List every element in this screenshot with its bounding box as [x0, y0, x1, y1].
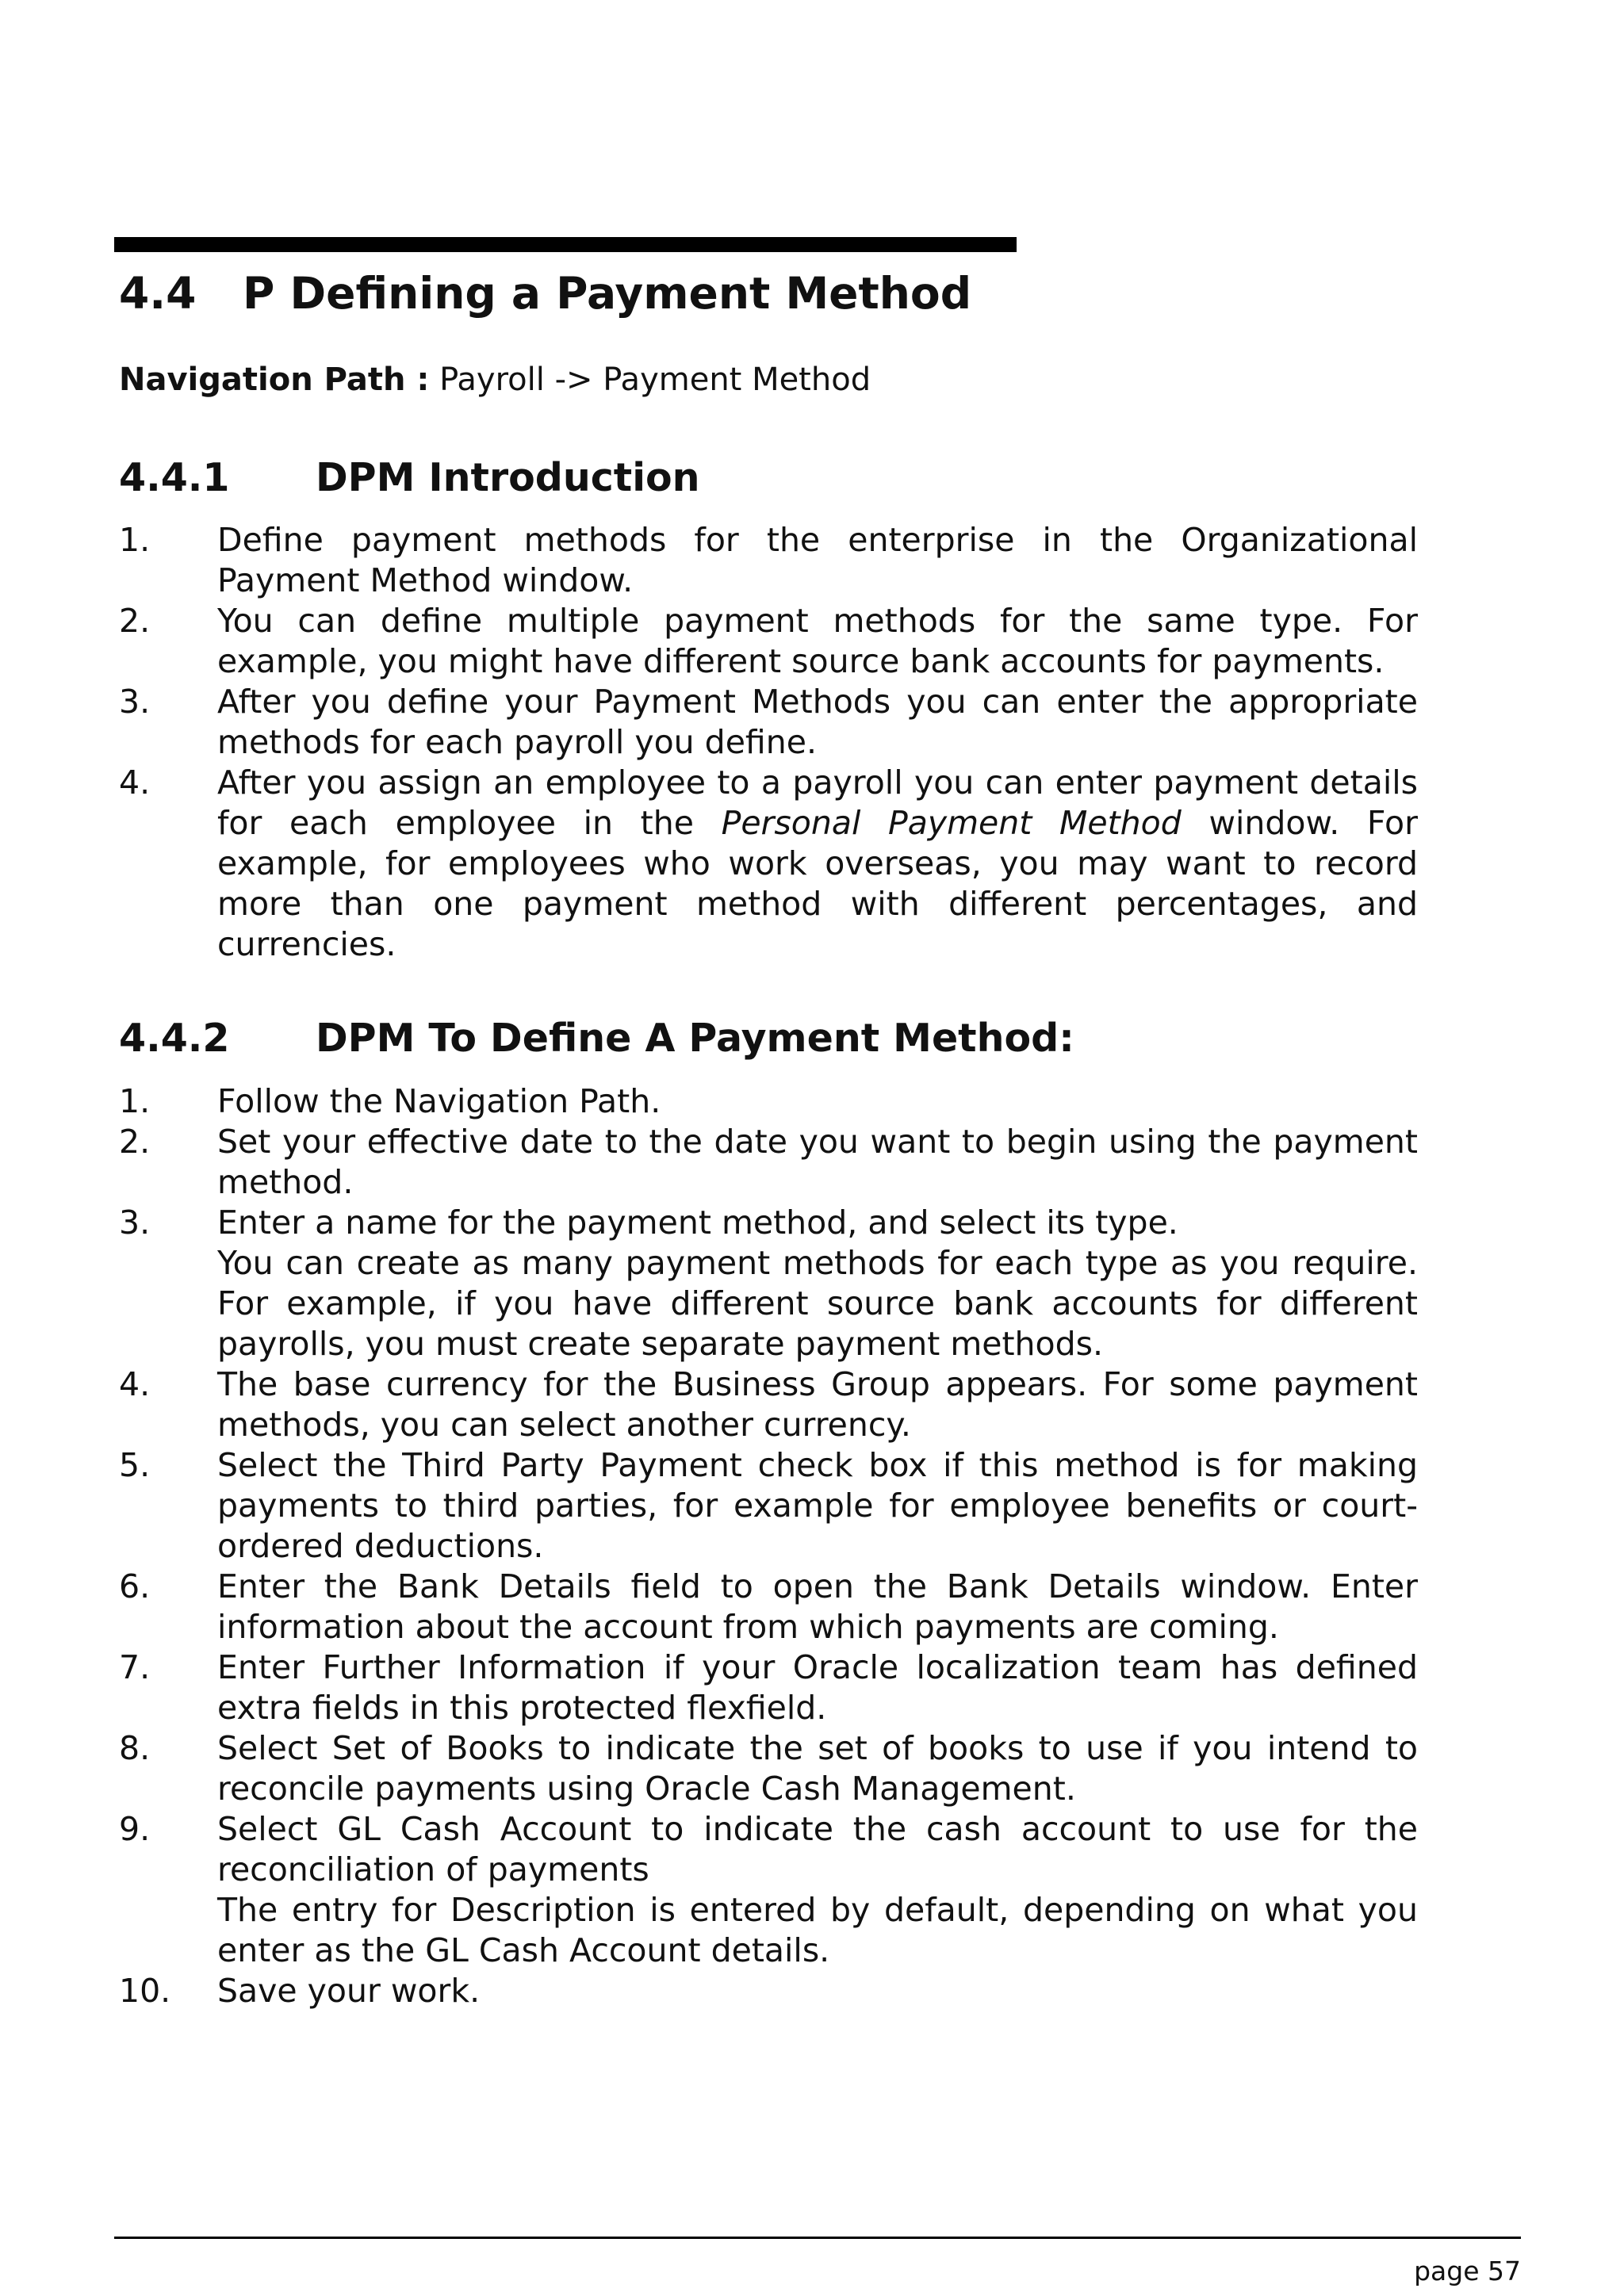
- list-item-text: After you assign an employee to a payroll you can enter payment details for each employee in the: [217, 763, 1418, 842]
- list-item: [119, 601, 1418, 682]
- list-item-text: Follow the Navigation Path.: [217, 1082, 661, 1120]
- list-item-number: 7.: [119, 1648, 151, 1686]
- list-item-text: Select Set of Books to indicate the set of books to use if you intend to reconcile payments using Oracle Cash Management.: [217, 1729, 1418, 1808]
- list-item-text: Select the Third Party Payment check box if this method is for making payments to third parties, for example for employee benefits or court-ordered deductions.: [217, 1446, 1418, 1565]
- list-item: [119, 1647, 1418, 1728]
- list-item: [119, 682, 1418, 763]
- list-item: [119, 1971, 1418, 2011]
- list-item: [119, 1809, 1418, 1971]
- section-title: P Defining a Payment Method: [243, 268, 972, 319]
- list-item-window-name: Personal Payment Method: [721, 804, 1182, 842]
- list-item-text: You can define multiple payment methods for the same type. For example, you might have different source bank accounts for payments.: [217, 602, 1418, 680]
- introduction-title: DPM Introduction: [316, 455, 700, 500]
- list-item-text: After you define your Payment Methods you can enter the appropriate methods for each payroll you define.: [217, 683, 1418, 761]
- procedure-number: 4.4.2: [119, 1016, 230, 1061]
- top-rule: [114, 237, 1017, 252]
- list-item-number: 6.: [119, 1567, 151, 1605]
- list-item-number: 4.: [119, 1365, 151, 1403]
- list-item-number: 9.: [119, 1810, 151, 1848]
- navigation-path-value: Payroll -> Payment Method: [439, 362, 871, 398]
- introduction-heading: [119, 451, 700, 505]
- procedure-heading: [119, 1012, 1074, 1066]
- list-item-text: Set your effective date to the date you want to begin using the payment method.: [217, 1123, 1418, 1201]
- list-item-number: 8.: [119, 1729, 151, 1767]
- list-item-number: 5.: [119, 1446, 151, 1484]
- list-item: [119, 1081, 1418, 1122]
- list-item-number: 1.: [119, 521, 151, 559]
- footer-rule: [114, 2237, 1521, 2239]
- navigation-path-label: Navigation Path :: [119, 362, 430, 398]
- page-number: page 57: [1414, 2256, 1521, 2286]
- list-item-number: 2.: [119, 602, 151, 640]
- procedure-title: DPM To Define A Payment Method:: [316, 1016, 1074, 1061]
- list-item-number: 3.: [119, 1203, 151, 1242]
- list-item-note: You can create as many payment methods for each type as you require. For example, if you have different source bank accounts for different payrolls, you must create separate payment methods.: [217, 1244, 1418, 1363]
- list-item-text-continued: window. For example, for employees who work overseas, you may want to record more than one payment method with different percentages, and currencies.: [217, 804, 1418, 963]
- list-item-text: Enter a name for the payment method, and select its type.: [217, 1203, 1178, 1242]
- list-item-note: The entry for Description is entered by default, depending on what you enter as the GL Cash Account details.: [217, 1891, 1418, 1969]
- list-item: [119, 763, 1418, 965]
- list-item: [119, 1567, 1418, 1647]
- list-item-text: Save your work.: [217, 1972, 481, 2010]
- list-item-text: Enter Further Information if your Oracle localization team has defined extra fields in this protected flexfield.: [217, 1648, 1418, 1727]
- list-item-text: Select GL Cash Account to indicate the cash account to use for the reconciliation of payments: [217, 1810, 1418, 1888]
- introduction-list: [119, 520, 1418, 965]
- list-item-text: Enter the Bank Details field to open the Bank Details window. Enter information about the account from which payments are coming.: [217, 1567, 1418, 1646]
- list-item: [119, 520, 1418, 601]
- list-item-text: Define payment methods for the enterprise in the Organizational Payment Method window.: [217, 521, 1418, 599]
- navigation-path: [119, 358, 871, 402]
- list-item: [119, 1122, 1418, 1203]
- list-item-number: 2.: [119, 1123, 151, 1161]
- list-item-number: 10.: [119, 1972, 171, 2010]
- list-item: [119, 1364, 1418, 1445]
- list-item-number: 3.: [119, 683, 151, 721]
- list-item: [119, 1203, 1418, 1364]
- list-item: [119, 1445, 1418, 1567]
- list-item-number: 1.: [119, 1082, 151, 1120]
- list-item: [119, 1728, 1418, 1809]
- list-item-text: The base currency for the Business Group appears. For some payment methods, you can select another currency.: [217, 1365, 1418, 1444]
- introduction-number: 4.4.1: [119, 455, 230, 500]
- section-heading: [119, 263, 971, 323]
- procedure-list: [119, 1081, 1418, 2011]
- list-item-number: 4.: [119, 763, 151, 802]
- section-number: 4.4: [119, 268, 197, 319]
